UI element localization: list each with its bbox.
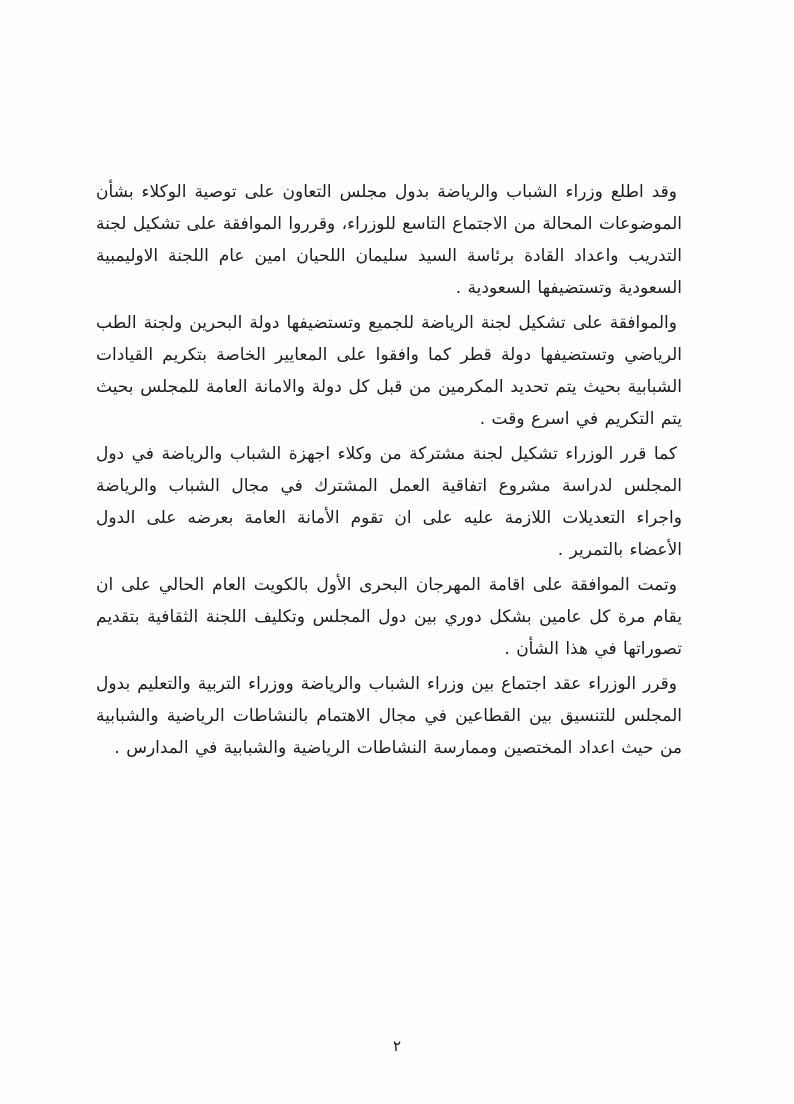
page-number: ٢ [392,1037,402,1055]
body-text [96,176,682,767]
paragraph-5: وقرر الوزراء عقد اجتماع بين وزراء الشباب والرياضة ووزراء التربية والتعليم بدول المجلس للتنسيق بين القطاعين في مجال الاهتمام بالنشاطات الرياضية والشبابية من حيث اعداد المختصين وممارسة النشاطات الرياضية والشبابية في المدارس . [96,674,682,758]
paragraph-4: وتمت الموافقة على اقامة المهرجان البحرى الأول بالكويت العام الحالي على ان يقام مرة كل عامين بشكل دوري بين دول المجلس وتكليف اللجنة الثقافية بتقديم تصوراتها في هذا الشأن . [96,575,682,659]
paragraph-3: كما قرر الوزراء تشكيل لجنة مشتركة من وكلاء اجهزة الشباب والرياضة في دول المجلس لدراسة مشروع اتفاقية العمل المشترك في مجال الشباب والرياضة واجراء التعديلات اللازمة عليه على ان تقوم الأمانة العامة بعرضه على الدول الأعضاء بالتمرير . [96,444,682,560]
paragraph-2: والموافقة على تشكيل لجنة الرياضة للجميع وتستضيفها دولة البحرين ولجنة الطب الرياضي وتستضيفها دولة قطر كما وافقوا على المعايير الخاصة بتكريم القيادات الشبابية بحيث يتم تحديد المكرمين من قبل كل دولة والامانة العامة للمجلس بحيث يتم التكريم في اسرع وقت . [96,313,682,429]
paragraph-1: وقد اطلع وزراء الشباب والرياضة بدول مجلس التعاون على توصية الوكلاء بشأن الموضوعات المحالة من الاجتماع التاسع للوزراء، وقرروا الموافقة على تشكيل لجنة التدريب واعداد القادة برئاسة السيد سليمان اللحيان امين عام اللجنة الاوليمبية السعودية وتستضيفها السعودية . [96,182,682,298]
